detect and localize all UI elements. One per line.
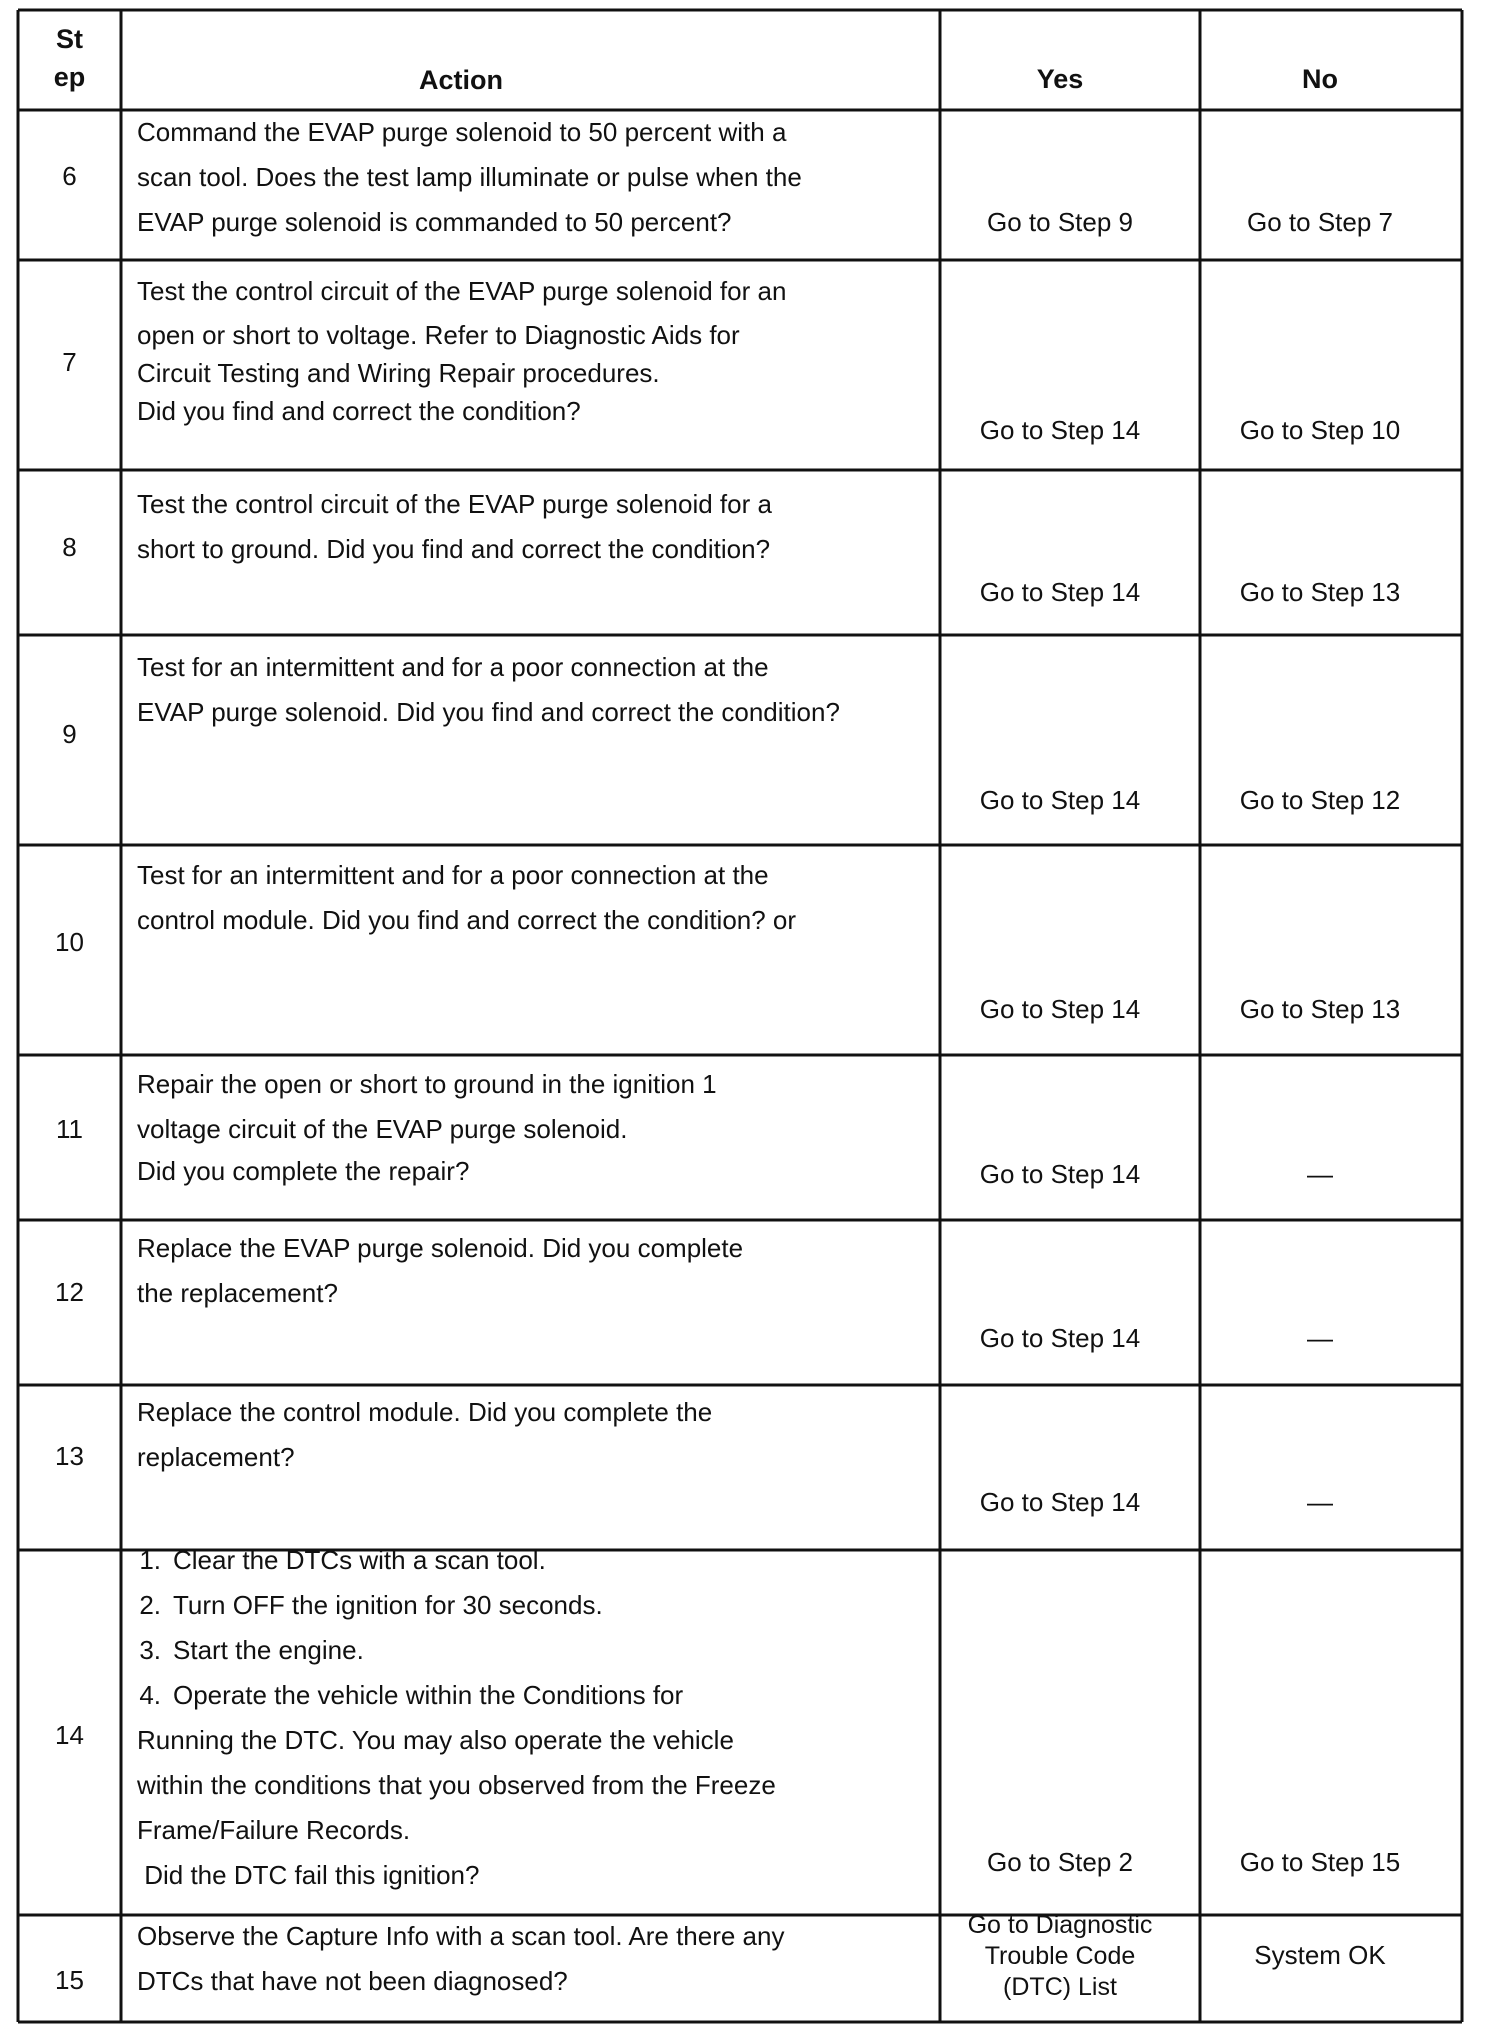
header-step-line2: ep [53, 62, 86, 92]
header-no: No [1302, 64, 1338, 94]
list-text: Start the engine. [173, 1635, 364, 1665]
action-text [137, 1538, 927, 1898]
list-number: 4. [139, 1680, 161, 1710]
step-number: 11 [56, 1114, 83, 1144]
step-number: 13 [55, 1441, 84, 1471]
list-number: 2. [139, 1590, 161, 1620]
yes-result: Go to Step 14 [979, 577, 1141, 607]
yes-result: Go to Step 14 [979, 1323, 1141, 1353]
no-result: Go to Step 13 [1239, 577, 1401, 607]
no-result: — [1307, 1323, 1333, 1353]
action-text [137, 1226, 927, 1316]
list-item [137, 1673, 927, 1718]
yes-result: Go to Step 14 [979, 994, 1141, 1024]
yes-result-line: Go to Diagnostic [967, 1911, 1153, 1939]
action-text [137, 645, 927, 735]
list-text: Turn OFF the ignition for 30 seconds. [173, 1590, 603, 1620]
no-result: Go to Step 12 [1239, 785, 1401, 815]
action-line: Test for an intermittent and for a poor connection at the [137, 652, 769, 682]
action-line: voltage circuit of the EVAP purge solenoid. [137, 1114, 628, 1144]
list-item [137, 1583, 927, 1628]
yes-result: Go to Step 14 [979, 415, 1141, 445]
action-line: replacement? [137, 1442, 295, 1472]
step-number: 6 [62, 161, 77, 191]
action-text [137, 482, 927, 572]
header-step-line1: St [56, 24, 83, 54]
yes-result: Go to Step 14 [979, 1487, 1141, 1517]
action-line: Frame/Failure Records. [137, 1815, 411, 1845]
action-text [137, 1062, 927, 1190]
action-line: Repair the open or short to ground in the ignition 1 [137, 1069, 717, 1099]
action-text [137, 1914, 927, 2004]
header-action: Action [419, 65, 503, 95]
action-line: Replace the EVAP purge solenoid. Did you complete [137, 1233, 744, 1263]
no-result: — [1307, 1487, 1333, 1517]
list-item [137, 1538, 927, 1583]
action-text [137, 1390, 927, 1480]
yes-result-line: Trouble Code [984, 1942, 1136, 1970]
step-number: 8 [62, 532, 77, 562]
no-result: System OK [1254, 1940, 1386, 1970]
yes-result: Go to Step 14 [979, 785, 1141, 815]
action-line: EVAP purge solenoid is commanded to 50 percent? [137, 207, 732, 237]
yes-result: Go to Step 2 [987, 1847, 1133, 1877]
no-result: Go to Step 10 [1239, 415, 1401, 445]
no-result: — [1307, 1159, 1333, 1189]
step-number: 14 [55, 1720, 84, 1750]
list-text: Operate the vehicle within the Conditions for [173, 1680, 684, 1710]
action-line: EVAP purge solenoid. Did you find and correct the condition? [137, 697, 840, 727]
action-line: Test the control circuit of the EVAP purge solenoid for an [137, 276, 787, 306]
yes-result: Go to Step 9 [987, 207, 1133, 237]
step-number: 10 [55, 927, 84, 957]
list-number: 3. [139, 1635, 161, 1665]
yes-result: Go to Step 14 [979, 1159, 1141, 1189]
action-text [137, 272, 927, 430]
no-result: Go to Step 7 [1247, 207, 1393, 237]
step-number: 7 [62, 347, 77, 377]
action-line: the replacement? [137, 1278, 338, 1308]
list-text: Clear the DTCs with a scan tool. [173, 1545, 546, 1575]
action-line: Did you complete the repair? [137, 1156, 470, 1186]
action-line: Test for an intermittent and for a poor connection at the [137, 860, 769, 890]
action-line: Did the DTC fail this ignition? [137, 1860, 480, 1890]
yes-result [940, 1910, 1180, 2003]
action-line: within the conditions that you observed from the Freeze [137, 1770, 776, 1800]
action-line: DTCs that have not been diagnosed? [137, 1966, 568, 1996]
action-line: Did you find and correct the condition? [137, 396, 581, 426]
list-number: 1. [139, 1545, 161, 1575]
no-result: Go to Step 15 [1239, 1847, 1401, 1877]
action-text [137, 853, 927, 943]
action-line: control module. Did you find and correct the condition? or [137, 905, 797, 935]
action-line: Observe the Capture Info with a scan tool. Are there any [137, 1921, 785, 1951]
list-item [137, 1628, 927, 1673]
action-text [137, 110, 927, 245]
action-line: short to ground. Did you find and correct the condition? [137, 534, 771, 564]
action-line: Replace the control module. Did you complete the [137, 1397, 713, 1427]
no-result: Go to Step 13 [1239, 994, 1401, 1024]
step-number: 9 [62, 719, 77, 749]
header-step [18, 20, 121, 96]
action-line: scan tool. Does the test lamp illuminate or pulse when the [137, 162, 802, 192]
action-line: open or short to voltage. Refer to Diagnostic Aids for [137, 320, 740, 350]
step-number: 12 [55, 1277, 84, 1307]
yes-result-line: (DTC) List [1003, 1973, 1117, 2001]
header-yes: Yes [1036, 64, 1084, 94]
action-line: Running the DTC. You may also operate the vehicle [137, 1725, 734, 1755]
action-line: Command the EVAP purge solenoid to 50 percent with a [137, 117, 787, 147]
step-number: 15 [55, 1965, 84, 1995]
action-line: Test the control circuit of the EVAP purge solenoid for a [137, 489, 772, 519]
action-line: Circuit Testing and Wiring Repair procedures. [137, 358, 660, 388]
